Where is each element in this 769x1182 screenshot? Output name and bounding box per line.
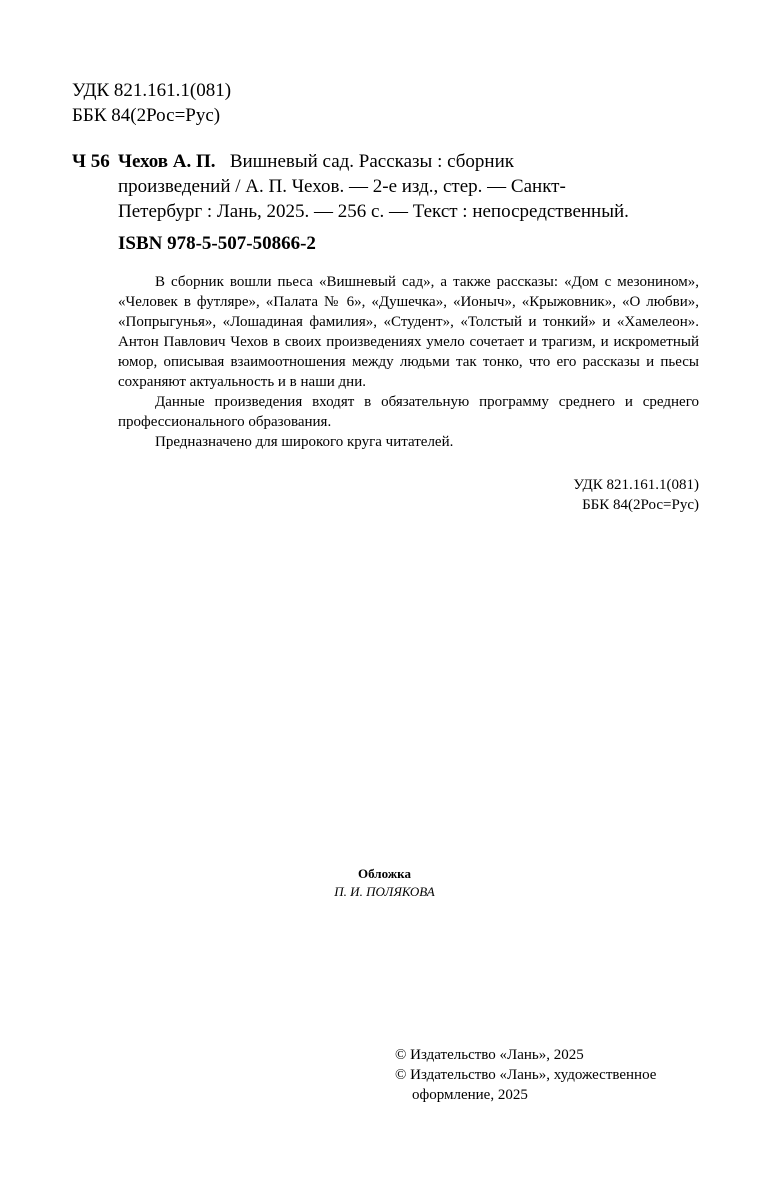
udk-code: УДК 821.161.1(081) bbox=[72, 80, 232, 101]
bib-line-2: произведений / А. П. Чехов. — 2-е изд., стер. — Санкт- bbox=[118, 176, 566, 197]
bib-line-3: Петербург : Лань, 2025. — 256 с. — Текст : непосредственный. bbox=[118, 201, 629, 222]
classification-codes bbox=[72, 78, 231, 128]
annotation-paragraph: В сборник вошли пьеса «Вишневый сад», а также рассказы: «Дом с мезонином», «Человек в футляре», «Палата № 6», «Душечка», «Ионыч», «Крыжовник», «О любви», «Попрыгунья», «Лошадиная фамилия», «Студент», «Толстый и тонкий» и «Хамелеон». Антон Павлович Чехов в своих произведениях умело сочетает и трагизм, и искрометный юмор, описывая взаимоотношения между людьми так тонко, что его рассказы и пьесы сохраняют актуальность и в наши дни. bbox=[118, 274, 699, 390]
copyright-notice bbox=[395, 1045, 656, 1105]
bib-title: Вишневый сад. Рассказы : сборник bbox=[229, 151, 514, 172]
copyright-line: © Издательство «Лань», 2025 bbox=[395, 1047, 584, 1063]
cover-credit bbox=[0, 865, 769, 901]
annotation-udk-code: УДК 821.161.1(081) bbox=[573, 477, 699, 493]
cover-artist: П. И. ПОЛЯКОВА bbox=[334, 884, 435, 899]
annotation-paragraph: Предназначено для широкого круга читателей. bbox=[155, 434, 454, 450]
annotation-classification-codes bbox=[573, 475, 699, 515]
bib-author: Чехов А. П. bbox=[118, 151, 216, 172]
bib-line-1 bbox=[118, 149, 698, 174]
author-mark: Ч 56 bbox=[72, 151, 110, 172]
bbk-code: ББК 84(2Рос=Рус) bbox=[72, 105, 221, 126]
annotation-bbk-code: ББК 84(2Рос=Рус) bbox=[582, 497, 699, 513]
cover-label: Обложка bbox=[358, 866, 411, 881]
annotation-paragraph: Данные произведения входят в обязательную программу среднего и среднего профессионального образования. bbox=[118, 394, 699, 430]
annotation bbox=[118, 272, 699, 452]
bibliographic-entry bbox=[118, 149, 698, 224]
isbn: ISBN 978-5-507-50866-2 bbox=[118, 233, 316, 254]
copyright-line: © Издательство «Лань», художественное bbox=[395, 1067, 657, 1083]
copyright-line: оформление, 2025 bbox=[412, 1087, 528, 1103]
